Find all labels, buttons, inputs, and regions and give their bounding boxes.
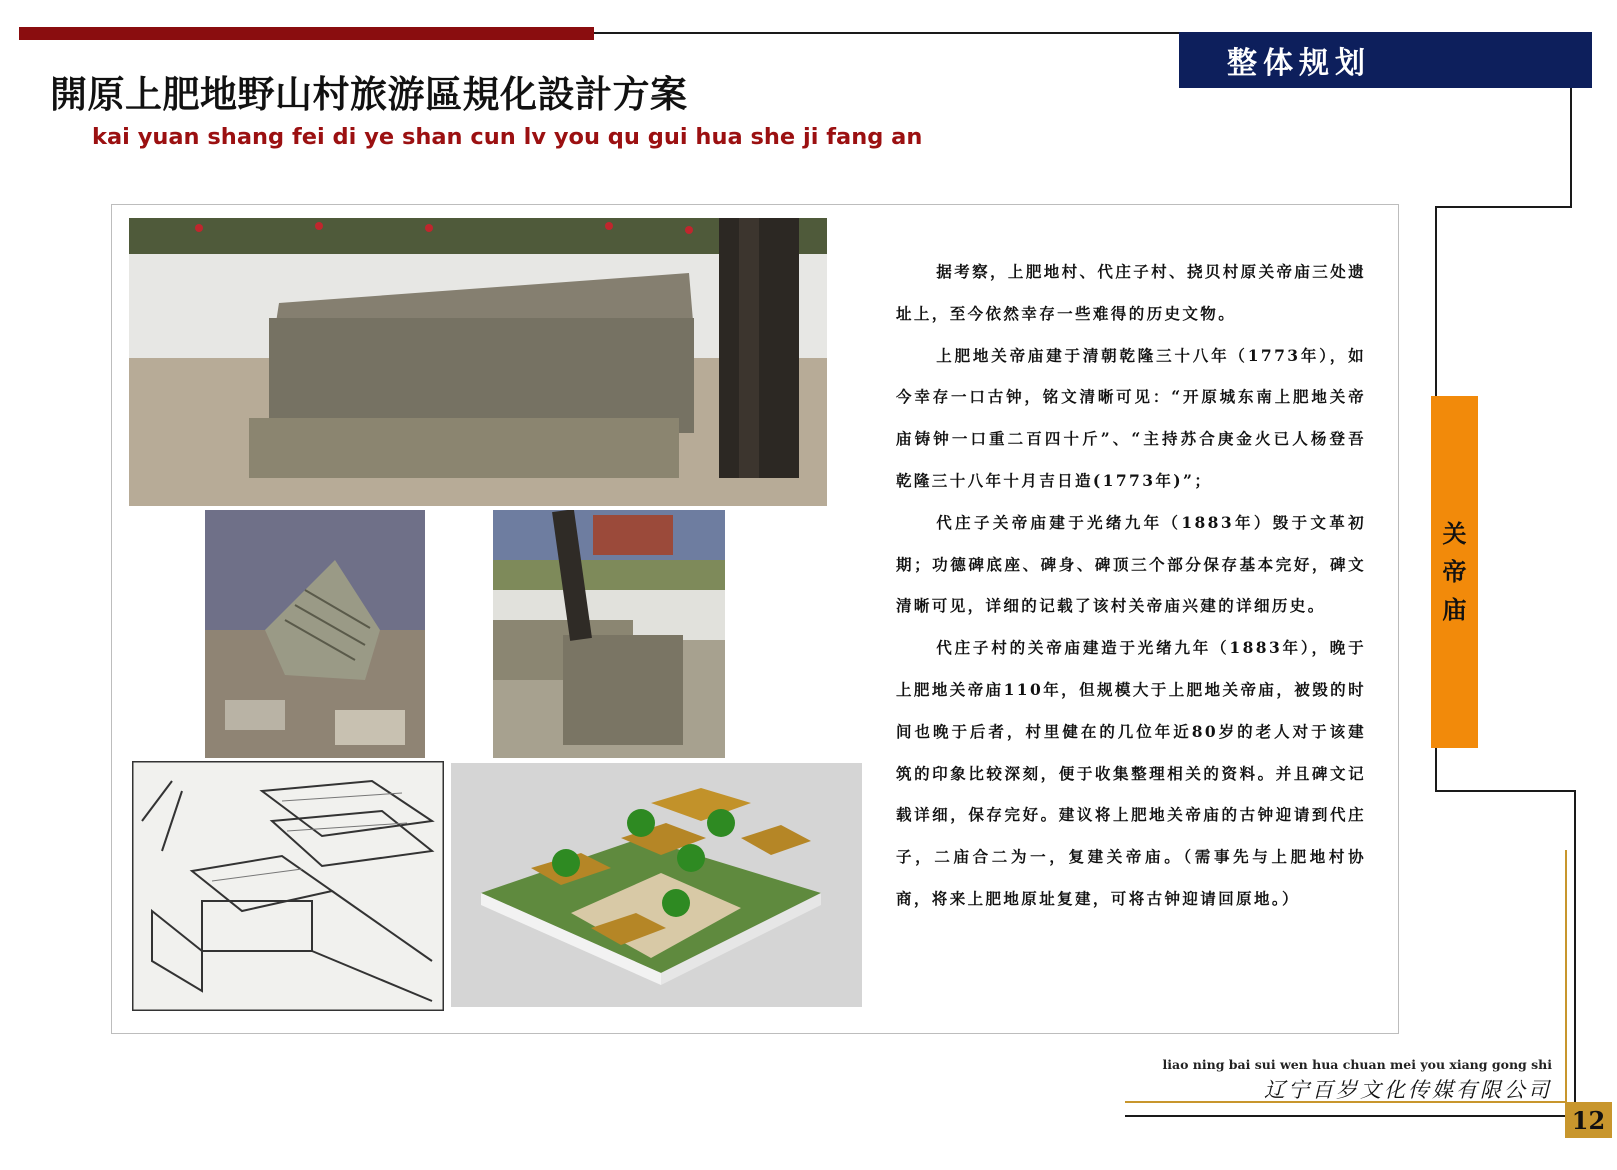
frame-line bbox=[1435, 206, 1572, 208]
gold-rule-vertical bbox=[1565, 850, 1567, 1120]
page-subtitle-pinyin: kai yuan shang fei di ye shan cun lv you qu gui hua she ji fang an bbox=[92, 124, 923, 150]
temple-sketch-image bbox=[132, 761, 444, 1011]
body-paragraph: 代庄子村的关帝庙建造于光绪九年（1883年），晚于上肥地关帝庙110年，但规模大于上肥地关帝庙，被毁的时间也晚于后者，村里健在的几位年近80岁的老人对于该建筑的印象比较深刻，便于收集整理相关的资料。并且碑文记载详细，保存完好。建议将上肥地关帝庙的古钟迎请到代庄子，二庙合二为一，复建关帝庙。（需事先与上肥地村协商，将来上肥地原址复建，可将古钟迎请回原地。） bbox=[896, 638, 1366, 908]
stele-base-photo bbox=[129, 218, 827, 506]
body-text bbox=[896, 251, 1366, 920]
section-tag: 整体规划 bbox=[1179, 32, 1592, 88]
stele-base-photo-2 bbox=[493, 510, 725, 758]
side-tag-char: 帝 bbox=[1442, 557, 1467, 586]
side-tag bbox=[1431, 396, 1478, 748]
body-paragraph: 上肥地关帝庙建于清朝乾隆三十八年（1773年），如今幸存一口古钟，铭文清晰可见：“开原城东南上肥地关帝庙铸钟一口重二百四十斤”、“主持苏合庚金火已人杨登吾乾隆三十八年十月吉日造(1773年)”； bbox=[896, 345, 1366, 490]
page-title: 開原上肥地野山村旅游區規化設計方案 bbox=[50, 73, 688, 116]
stele-cap-photo bbox=[205, 510, 425, 758]
company-name-pinyin: liao ning bai sui wen hua chuan mei you xiang gong shi bbox=[1162, 1057, 1552, 1072]
top-red-bar bbox=[19, 27, 594, 40]
company-name-calligraphy: 辽宁百岁文化传媒有限公司 bbox=[1264, 1078, 1552, 1102]
frame-line bbox=[1570, 88, 1572, 208]
frame-line bbox=[1435, 790, 1576, 792]
body-paragraph: 代庄子关帝庙建于光绪九年（1883年）毁于文革初期；功德碑底座、碑身、碑顶三个部分保存基本完好，碑文清晰可见，详细的记载了该村关帝庙兴建的详细历史。 bbox=[896, 512, 1366, 616]
page-number: 12 bbox=[1565, 1102, 1612, 1138]
side-tag-char: 关 bbox=[1442, 519, 1467, 548]
body-paragraph: 据考察，上肥地村、代庄子村、挠贝村原关帝庙三处遗址上，至今依然幸存一些难得的历史文物。 bbox=[896, 262, 1366, 323]
temple-3d-model-image bbox=[451, 763, 862, 1007]
frame-line bbox=[1574, 790, 1576, 1118]
side-tag-char: 庙 bbox=[1442, 595, 1467, 624]
footer-rule bbox=[1125, 1115, 1567, 1117]
